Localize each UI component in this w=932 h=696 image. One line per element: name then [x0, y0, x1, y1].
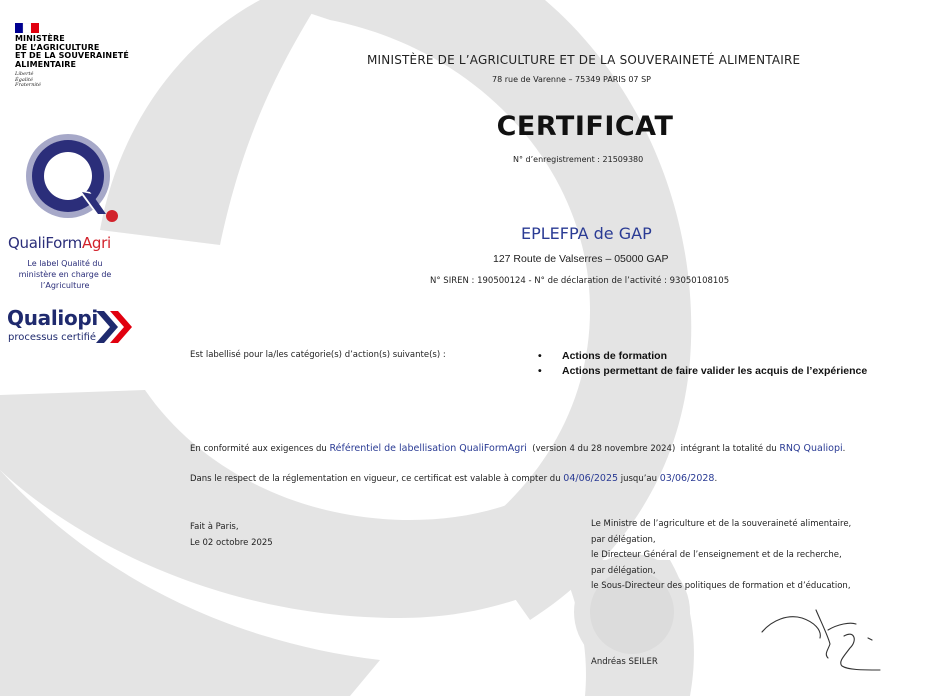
qualiopi-arrows-icon [96, 309, 138, 345]
signature-line: par délégation, [591, 534, 656, 545]
issue-date: Le 02 octobre 2025 [190, 538, 273, 548]
issue-place: Fait à Paris, [190, 522, 239, 532]
conformity-suffix: . [842, 444, 846, 454]
bullet-icon: • [538, 365, 542, 377]
handwritten-signature [758, 600, 888, 678]
signature-line: Le Ministre de l’agriculture et de la souveraineté alimentaire, [591, 519, 852, 529]
validity-prefix: Dans le respect de la réglementation en vigueur, ce certificat est valable à compter du [190, 474, 564, 484]
qualiformagri-q-logo-icon [12, 128, 122, 228]
qualiformagri-wordmark-part: QualiForm [8, 234, 82, 252]
siren-line: N° SIREN : 190500124 - N° de déclaration de l’activité : 93050108105 [430, 276, 730, 286]
bullet-icon: • [538, 350, 542, 362]
organisation-name: EPLEFPA de GAP [521, 224, 652, 243]
qualiformagri-wordmark [8, 234, 111, 252]
validity-end-date: 03/06/2028 [659, 473, 715, 484]
validity-statement [190, 473, 717, 484]
motto-line: Égalité [15, 76, 33, 83]
ministry-logo-line: ALIMENTAIRE [15, 59, 77, 69]
place-and-date [190, 519, 273, 551]
organisation-address: 127 Route de Valserres – 05000 GAP [493, 253, 669, 265]
certificate-title: CERTIFICAT [496, 111, 674, 142]
qualiformagri-tagline: Le label Qualité du ministère en charge de l’Agriculture [18, 259, 112, 290]
conformity-statement [190, 443, 845, 454]
validity-start-date: 04/06/2025 [563, 473, 619, 484]
action-list [538, 349, 867, 379]
ministry-logo-text [15, 35, 129, 69]
registration-number: N° d’enregistrement : 21509380 [513, 155, 644, 164]
motto-line: Liberté [15, 71, 34, 77]
signature-line: par délégation, [591, 565, 656, 576]
ministry-address: 78 rue de Varenne – 75349 PARIS 07 SP [492, 75, 651, 84]
validity-suffix: . [714, 474, 718, 484]
signature-block [591, 517, 851, 595]
signature-line: le Directeur Général de l’enseignement et de la recherche, [591, 550, 842, 560]
qualiopi-wordmark: Qualiopi [7, 306, 98, 330]
rnq-name: RNQ Qualiopi [779, 443, 843, 454]
ministry-logo-line: ET DE LA SOUVERAINETÉ [15, 51, 129, 60]
qualiopi-subtitle: processus certifié [8, 332, 97, 343]
signatory-name: Andréas SEILER [591, 657, 658, 667]
ministry-logo-line: MINISTÈRE [15, 34, 65, 43]
list-item [538, 349, 867, 364]
label-intro: Est labellisé pour la/les catégorie(s) d’action(s) suivante(s) : [190, 350, 446, 360]
qualiformagri-wordmark-agri: Agri [81, 234, 111, 252]
ministry-logo-line: DE L’AGRICULTURE [15, 42, 100, 52]
ministry-title: MINISTÈRE DE L’AGRICULTURE ET DE LA SOUVERAINETÉ ALIMENTAIRE [367, 53, 801, 67]
list-item [538, 364, 867, 379]
action-label: Actions permettant de faire valider les acquis de l’expérience [562, 365, 868, 377]
conformity-prefix: En conformité aux exigences du [190, 444, 330, 454]
marianne-flag-icon [15, 23, 39, 33]
action-label: Actions de formation [562, 350, 668, 362]
referential-name: Référentiel de labellisation QualiFormAgri [329, 443, 527, 454]
validity-middle: jusqu’au [618, 474, 660, 484]
republic-motto [15, 72, 41, 89]
motto-line: Fraternité [15, 82, 41, 88]
conformity-middle: (version 4 du 28 novembre 2024) intégrant la totalité du [526, 444, 780, 454]
signature-line: le Sous-Directeur des politiques de formation et d’éducation, [591, 581, 851, 591]
